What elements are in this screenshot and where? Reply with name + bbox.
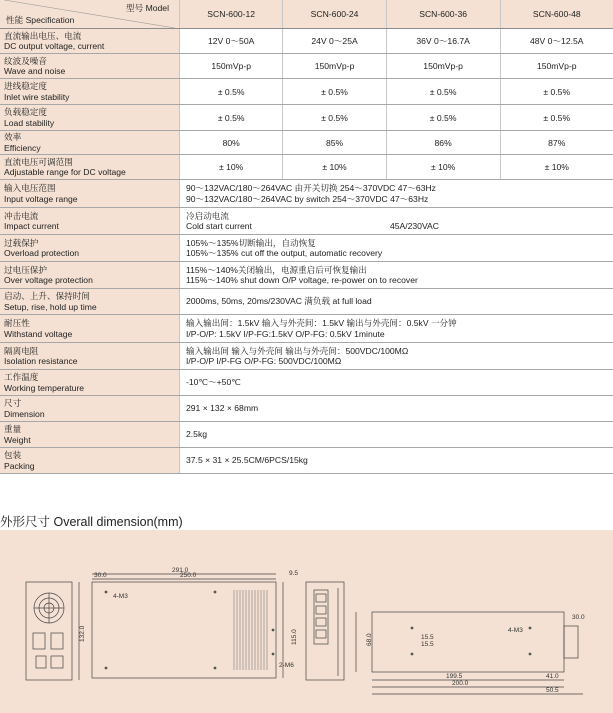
spec-value: 85% — [283, 131, 386, 155]
spec-label-cell — [0, 155, 180, 180]
label-en: Setup, rise, hold up time — [4, 301, 97, 312]
spec-value: 87% — [500, 131, 613, 155]
spec-row — [0, 370, 613, 396]
spec-value — [180, 235, 613, 262]
spec-value: ± 0.5% — [386, 105, 500, 131]
spec-row — [0, 79, 613, 105]
dim-label: 30.0 — [572, 614, 585, 621]
spec-label-cell — [0, 422, 180, 448]
dim-label: 250.0 — [180, 572, 197, 579]
label-en: Dimension — [4, 408, 45, 419]
spec-value: 86% — [386, 131, 500, 155]
spec-value: ± 0.5% — [500, 79, 613, 105]
label-zh: 冲击电流 — [4, 210, 39, 221]
value-line-2: 105%～135% cut off the output, automatic recovery — [186, 248, 383, 258]
dim-label: 291.0 — [172, 567, 189, 574]
dimension-title: 外形尺寸 Overall dimension(mm) — [0, 515, 183, 529]
spec-row — [0, 180, 613, 208]
spec-label-cell — [0, 370, 180, 396]
end-view — [306, 582, 344, 680]
spec-value: ± 0.5% — [500, 105, 613, 131]
spec-value: ± 10% — [386, 155, 500, 180]
spec-label-cell — [0, 448, 180, 474]
label-zh: 直流电压可调范围 — [4, 156, 73, 167]
label-en: Withstand voltage — [4, 328, 73, 339]
spec-value — [180, 289, 613, 315]
spec-value — [180, 448, 613, 474]
dimension-svg — [0, 530, 613, 713]
label-zh: 纹波及噪音 — [4, 55, 47, 66]
value-line-1: 2000ms, 50ms, 20ms/230VAC 满负载 at full load — [186, 296, 372, 307]
spec-value: 24V 0～25A — [283, 29, 386, 54]
value-line-2: 115%～140% shut down O/P voltage, re-power on to recover — [186, 275, 418, 285]
spec-value: 150mVp-p — [386, 54, 500, 79]
spec-row — [0, 131, 613, 155]
label-en: Efficiency — [4, 142, 41, 153]
label-en: Adjustable range for DC voltage — [4, 167, 126, 177]
value-line-1: -10℃～+50℃ — [186, 377, 241, 388]
spec-value: ± 0.5% — [386, 79, 500, 105]
label-en: Load stability — [4, 117, 55, 128]
spec-value: 48V 0～12.5A — [500, 29, 613, 54]
value-line-1: 105%～135%切断输出，自动恢复 — [186, 237, 316, 248]
label-zh: 包装 — [4, 450, 22, 460]
spec-header-row — [0, 0, 613, 29]
spec-value — [180, 315, 613, 343]
value-line-2: I/P-O/P I/P-FG O/P-FG: 500VDC/100MΩ — [186, 356, 342, 366]
dim-label: 68.0 — [366, 633, 373, 646]
spec-value: ± 0.5% — [180, 105, 283, 131]
spec-row — [0, 54, 613, 79]
spec-label-cell — [0, 79, 180, 105]
label-zh: 启动、上升、保持时间 — [4, 291, 90, 301]
dim-label: 2-M6 — [279, 662, 294, 669]
spec-row — [0, 289, 613, 315]
spec-value — [180, 262, 613, 289]
label-en: DC output voltage, current — [4, 41, 105, 51]
dim-label: 132.0 — [79, 625, 86, 642]
spec-label-cell — [0, 131, 180, 155]
spec-label-cell — [0, 289, 180, 315]
spec-row — [0, 155, 613, 180]
value-line-1: 输入输出间 输入与外壳间 输出与外壳间：500VDC/100MΩ — [186, 345, 409, 356]
dimension-drawing — [0, 530, 613, 713]
spec-value: 150mVp-p — [283, 54, 386, 79]
spec-value: ± 10% — [500, 155, 613, 180]
value-line-1: 2.5kg — [186, 429, 208, 440]
spec-label-cell — [0, 315, 180, 343]
label-zh: 直流输出电压、电流 — [4, 30, 82, 41]
vent-slots — [234, 590, 267, 670]
dim-label: 9.5 — [289, 570, 299, 577]
label-zh: 重量 — [4, 424, 22, 434]
spec-value — [180, 422, 613, 448]
spec-value — [180, 180, 613, 208]
side-view — [92, 574, 283, 678]
spec-value: ± 0.5% — [283, 79, 386, 105]
dim-label: 4-M3 — [113, 593, 128, 600]
spec-row — [0, 105, 613, 131]
value-line-1: 115%～140%关闭输出，电源重启后可恢复输出 — [186, 264, 367, 275]
label-en: Impact current — [4, 221, 59, 231]
dim-label: 41.0 — [546, 673, 559, 680]
spec-value: 12V 0～50A — [180, 29, 283, 54]
spec-row — [0, 396, 613, 422]
spec-label-cell — [0, 180, 180, 208]
spec-value — [180, 396, 613, 422]
dim-label: 115.0 — [291, 629, 298, 645]
spec-label: 性能 Specification — [6, 14, 75, 25]
dim-label: 200.0 — [452, 680, 469, 687]
dim-label: 199.5 — [446, 673, 463, 680]
label-zh: 耐压性 — [4, 318, 30, 328]
front-view — [26, 582, 79, 680]
model-label: 型号 Model — [126, 3, 169, 13]
label-en: Inlet wire stability — [4, 91, 70, 102]
spec-value: 36V 0～16.7A — [386, 29, 500, 54]
label-zh: 隔离电阻 — [4, 345, 39, 356]
spec-label-cell — [0, 105, 180, 131]
spec-row — [0, 315, 613, 343]
label-zh: 负载稳定度 — [4, 107, 47, 117]
label-en: Input voltage range — [4, 193, 78, 204]
spec-row — [0, 343, 613, 370]
spec-value: ± 10% — [180, 155, 283, 180]
value-line-1: 37.5 × 31 × 25.5CM/6PCS/15kg — [186, 455, 308, 466]
dim-label: 15.5 — [421, 634, 434, 641]
label-zh: 进线稳定度 — [4, 81, 47, 91]
spec-label-cell — [0, 343, 180, 370]
spec-value: ± 0.5% — [283, 105, 386, 131]
value-line-1: 291 × 132 × 68mm — [186, 403, 259, 414]
spec-value: ± 10% — [283, 155, 386, 180]
spec-row — [0, 235, 613, 262]
dim-label: 50.5 — [546, 687, 559, 694]
label-zh: 输入电压范围 — [4, 183, 56, 193]
label-en: Over voltage protection — [4, 275, 93, 285]
label-zh: 尺寸 — [4, 398, 22, 408]
spec-label-cell — [0, 262, 180, 289]
label-zh: 过电压保护 — [4, 264, 47, 275]
header-corner-cell — [0, 0, 180, 29]
value-line-2: 90～132VAC/180～264VAC by switch 254～370VDC 47～63Hz — [186, 193, 429, 204]
dim-label: 4-M3 — [508, 627, 523, 634]
model-header: SCN-600-48 — [500, 0, 613, 29]
spec-value — [180, 370, 613, 396]
value-line-1: 冷启动电流 — [186, 210, 229, 221]
label-zh: 过载保护 — [4, 237, 39, 248]
spec-label-cell — [0, 208, 180, 235]
dim-label: 15.5 — [421, 641, 434, 648]
value-line-1: 输入输出间：1.5kV 输入与外壳间：1.5kV 输出与外壳间：0.5kV 一分钟 — [186, 318, 457, 328]
spec-label-cell — [0, 54, 180, 79]
label-en: Overload protection — [4, 248, 79, 258]
spec-row — [0, 29, 613, 54]
spec-label-cell — [0, 29, 180, 54]
value-line-1: 90～132VAC/180～264VAC 由开关切换 254～370VDC 47～63Hz — [186, 183, 436, 193]
bottom-view — [356, 612, 583, 694]
value-line-2: I/P-O/P: 1.5kV I/P-FG:1.5kV O/P-FG: 0.5kV 1minute — [186, 328, 385, 339]
dim-label: 30.0 — [94, 572, 107, 579]
label-zh: 效率 — [4, 132, 22, 142]
model-header: SCN-600-12 — [180, 0, 283, 29]
spec-row — [0, 262, 613, 289]
spec-label-cell — [0, 396, 180, 422]
label-en: Working temperature — [4, 382, 85, 393]
model-header: SCN-600-24 — [283, 0, 386, 29]
label-en: Wave and noise — [4, 66, 66, 76]
label-zh: 工作温度 — [4, 372, 39, 382]
value-line-2: Cold start current — [186, 221, 252, 231]
spec-label-cell — [0, 235, 180, 262]
label-en: Packing — [4, 460, 35, 471]
spec-row — [0, 208, 613, 235]
label-en: Weight — [4, 434, 31, 445]
label-en: Isolation resistance — [4, 356, 78, 366]
spec-value: 150mVp-p — [180, 54, 283, 79]
spec-value — [180, 343, 613, 370]
spec-row — [0, 448, 613, 474]
spec-value: 80% — [180, 131, 283, 155]
model-header: SCN-600-36 — [386, 0, 500, 29]
spec-value: 150mVp-p — [500, 54, 613, 79]
spec-row — [0, 422, 613, 448]
spec-value: ± 0.5% — [180, 79, 283, 105]
spec-value — [180, 208, 613, 235]
value-extra: 45A/230VAC — [389, 221, 439, 231]
